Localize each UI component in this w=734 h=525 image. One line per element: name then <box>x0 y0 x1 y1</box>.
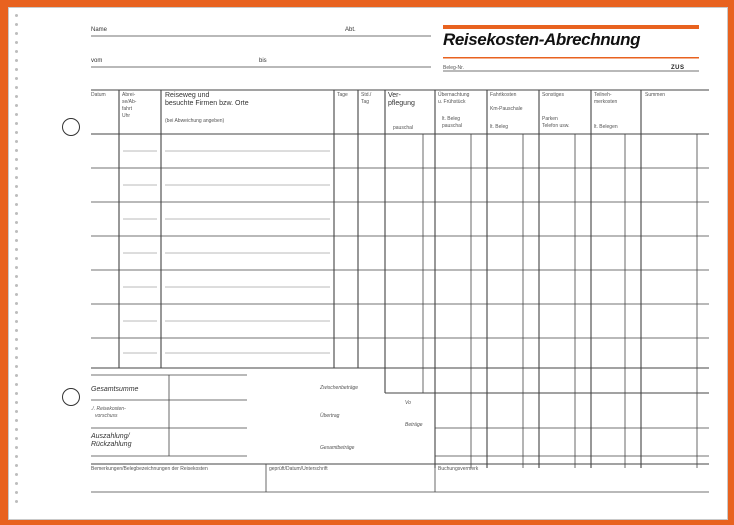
col-teilnehmer-sub: lt. Belegen <box>594 124 618 130</box>
col-stunden-2: Tag <box>361 99 370 105</box>
brand-logo: ZUS <box>671 65 685 71</box>
accent-line <box>443 57 699 59</box>
uebertrag-label: Übertrag <box>320 413 340 419</box>
gesamtsumme-label: Gesamtsumme <box>91 386 139 393</box>
col-datum: Datum <box>91 92 106 98</box>
name-label: Name <box>91 27 108 33</box>
col-uebernachtung-sub-1: lt. Beleg <box>442 116 461 122</box>
col-fahrtkosten-sub-2: lt. Beleg <box>490 124 509 130</box>
abt-label: Abt. <box>345 27 356 33</box>
col-verpflegung-1: Ver- <box>388 92 401 99</box>
vorschuss-label-2: vorschuss <box>95 413 118 419</box>
form-title: Reisekosten-Abrechnung <box>443 30 641 49</box>
col-summen: Summen <box>645 92 666 98</box>
auszahlung-label-1: Auszahlung/ <box>91 433 130 440</box>
col-teilnehmer-2: merkosten <box>594 99 618 105</box>
col-abfahrt-1: Abrei- <box>122 92 136 98</box>
col-stunden-1: Std./ <box>361 92 372 98</box>
col-sonstiges: Sonstiges <box>542 92 564 98</box>
col-teilnehmer-1: Teilneh- <box>594 92 612 98</box>
col-uebernachtung-sub-2: pauschal <box>442 123 463 129</box>
col-abfahrt-2: se/Ab- <box>122 99 137 105</box>
gesamtbetraege-label: Gesamtbeträge <box>320 445 355 451</box>
col-sonstiges-sub-2: Telefon usw. <box>542 123 570 129</box>
col-abfahrt-3: fahrt <box>122 106 133 112</box>
col-uebernachtung-2: u. Frühstück <box>438 99 466 105</box>
betraege-label: Beträge <box>405 422 423 428</box>
col-reiseweg-1: Reiseweg und <box>165 92 210 99</box>
col-verpflegung-sub: pauschal <box>393 125 414 131</box>
col-reiseweg-2: besuchte Firmen bzw. Orte <box>165 100 249 107</box>
signature-mid-label: geprüft/Datum/Unterschrift <box>269 466 328 472</box>
col-sonstiges-sub-1: Parken <box>542 116 558 122</box>
auszahlung-label-2: Rückzahlung <box>91 441 132 448</box>
col-fahrtkosten: Fahrtkosten <box>490 92 517 98</box>
col-fahrtkosten-sub-1: Km-Pauschale <box>490 106 523 112</box>
expense-form-sheet <box>8 7 728 520</box>
vorsteuer-label: Vo <box>405 400 411 406</box>
col-uebernachtung-1: Übernachtung <box>438 92 470 98</box>
zwischenbetraege-label: Zwischenbeträge <box>320 385 359 391</box>
col-reiseweg-sub: (bei Abweichung angeben) <box>165 118 225 124</box>
signature-right-label: Buchungsvermerk <box>438 466 479 472</box>
col-verpflegung-2: pflegung <box>388 100 415 107</box>
col-tage: Tage <box>337 92 348 98</box>
bis-label: bis <box>259 58 267 64</box>
vom-label: vom <box>91 58 103 64</box>
signature-left-label: Bemerkungen/Belegbezeichnungen der Reisekosten <box>91 466 208 472</box>
beleg-label: Beleg-Nr. <box>443 65 464 71</box>
col-abfahrt-4: Uhr <box>122 113 131 119</box>
accent-bar <box>443 25 699 29</box>
vorschuss-label-1: ./. Reisekosten- <box>91 406 126 412</box>
